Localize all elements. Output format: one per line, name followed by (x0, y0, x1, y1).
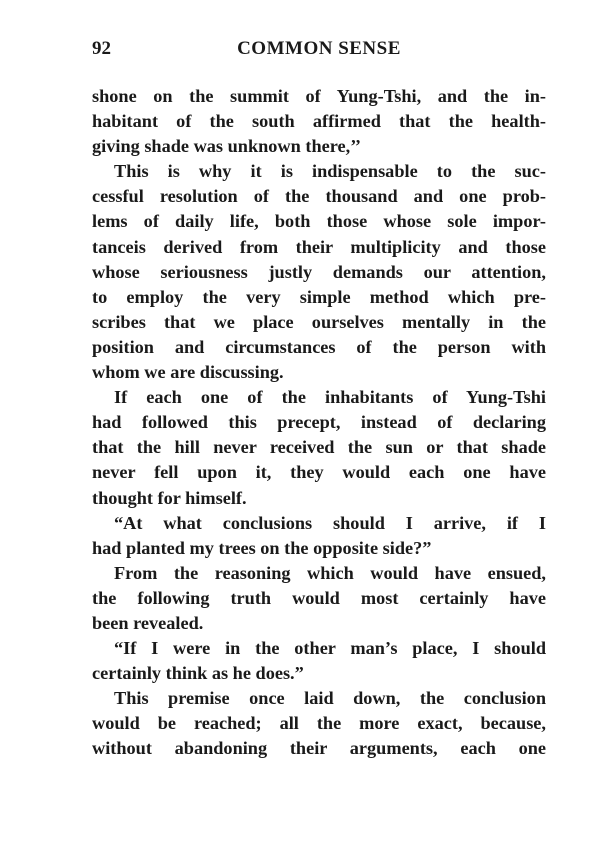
text-line-content: would be reached; all the more exact, because, (92, 713, 546, 734)
text-line-content: been revealed. (92, 612, 204, 633)
text-line (92, 661, 546, 686)
text-line-content: cessful resolution of the thousand and one prob- (92, 186, 546, 207)
text-line (92, 736, 546, 761)
text-line (92, 460, 546, 485)
text-line (92, 586, 546, 611)
text-line-content: without abandoning their arguments, each one (92, 738, 546, 759)
text-line (92, 285, 546, 310)
running-title: COMMON SENSE (237, 38, 401, 59)
text-line (92, 686, 546, 711)
text-line (92, 711, 546, 736)
text-line-content: From the reasoning which would have ensued, (114, 562, 546, 583)
text-line-content: never fell upon it, they would each one have (92, 462, 546, 483)
text-line-content: lems of daily life, both those whose sole impor- (92, 211, 546, 232)
page-number: 92 (92, 38, 111, 59)
text-line (92, 385, 546, 410)
page-header (92, 38, 546, 66)
text-line (92, 134, 546, 159)
text-line-content: the following truth would most certainly have (92, 587, 546, 608)
text-line-content: giving shade was unknown there,’’ (92, 136, 362, 157)
text-line (92, 561, 546, 586)
text-line (92, 611, 546, 636)
text-line-content: that the hill never received the sun or that shade (92, 437, 546, 458)
text-line (92, 360, 546, 385)
text-line-content: scribes that we place ourselves mentally in the (92, 311, 546, 332)
text-line (92, 159, 546, 184)
text-line-content: had planted my trees on the opposite side?” (92, 537, 432, 558)
text-line-content: position and circumstances of the person with (92, 336, 546, 357)
text-line (92, 511, 546, 536)
text-line-content: shone on the summit of Yung-Tshi, and the in- (92, 86, 546, 106)
text-line (92, 235, 546, 260)
text-line-content: tanceis derived from their multiplicity and those (92, 236, 546, 257)
text-line-content: had followed this precept, instead of declaring (92, 412, 546, 433)
body-text (92, 84, 546, 762)
text-line (92, 109, 546, 134)
text-line (92, 209, 546, 234)
text-line-content: This is why it is indispensable to the suc- (114, 161, 546, 182)
text-line-content: whom we are discussing. (92, 362, 284, 383)
text-line-content: This premise once laid down, the conclusion (114, 688, 546, 709)
text-line (92, 435, 546, 460)
text-line (92, 84, 546, 109)
text-line-content: certainly think as he does.” (92, 663, 304, 684)
text-line (92, 260, 546, 285)
text-line (92, 536, 546, 561)
text-line-content: “At what conclusions should I arrive, if I (114, 512, 546, 533)
text-line (92, 310, 546, 335)
text-line-content: whose seriousness justly demands our attention, (92, 261, 546, 282)
text-line (92, 335, 546, 360)
text-line (92, 410, 546, 435)
text-line-content: “If I were in the other man’s place, I should (114, 638, 546, 659)
text-line-content: thought for himself. (92, 487, 247, 508)
text-line (92, 636, 546, 661)
text-line (92, 184, 546, 209)
text-line-content: to employ the very simple method which pre- (92, 286, 546, 307)
text-line (92, 486, 546, 511)
text-line-content: habitant of the south affirmed that the health- (92, 111, 546, 132)
text-line-content: If each one of the inhabitants of Yung-Tshi (114, 387, 546, 408)
